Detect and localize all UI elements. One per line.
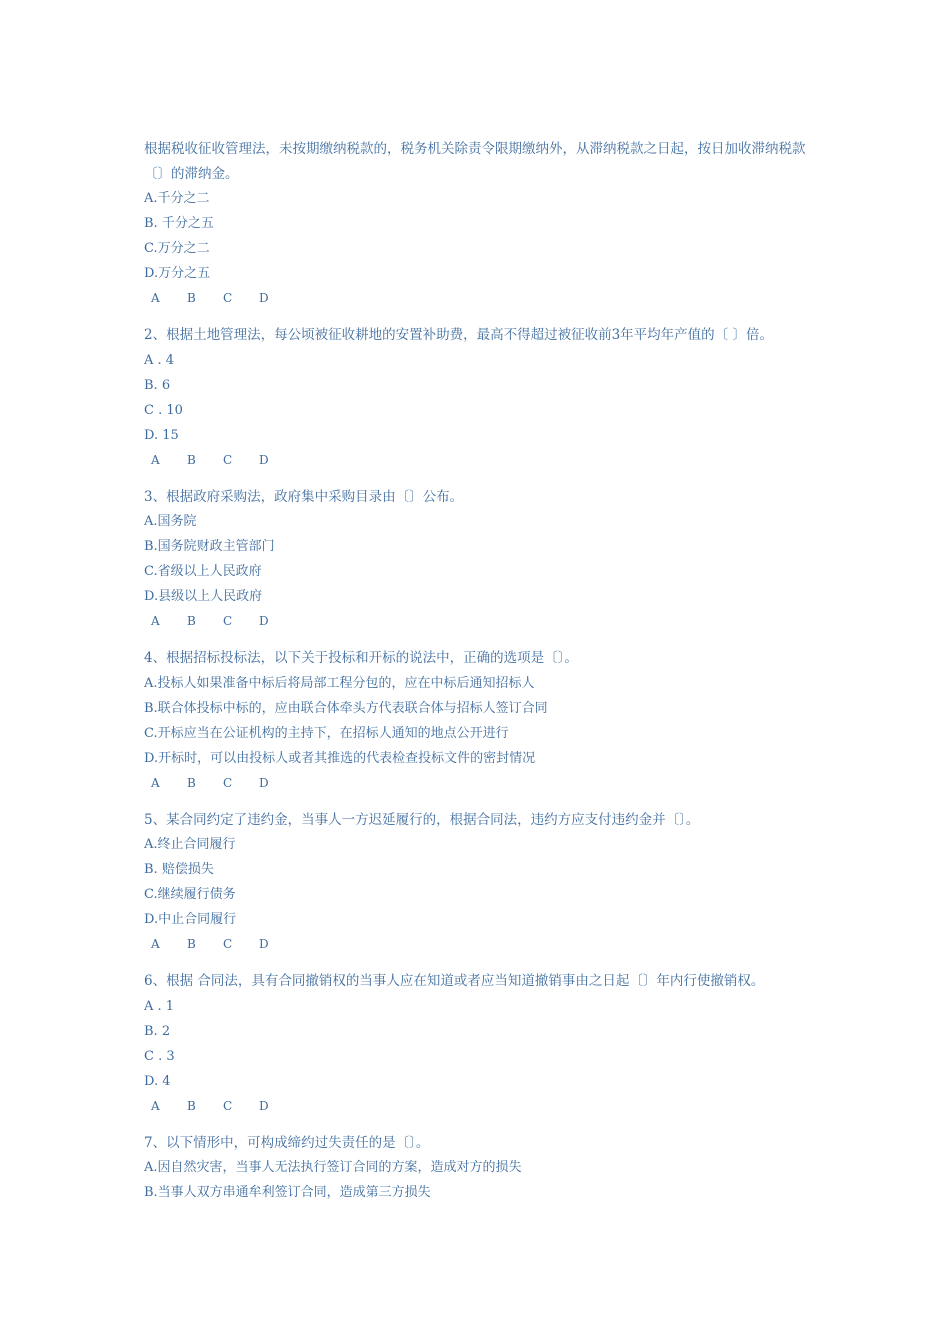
answer-letter: D [259,452,269,467]
option-c: C . 10 [144,402,183,418]
option-a: A.投标人如果准备中标后将局部工程分包的，应在中标后通知招标人 [144,675,535,691]
question-1 [144,137,824,310]
answer-letters-row [144,609,824,633]
option-d: D. 15 [144,427,179,443]
option-b: B.国务院财政主管部门 [144,539,275,554]
answer-letter: A [151,291,160,305]
question-stem: 3、根据政府采购法，政府集中采购目录由〔〕公布。 [144,488,464,505]
answer-letters-row [144,932,824,956]
question-6 [144,969,824,1118]
option-d: D.中止合同履行 [144,912,237,927]
option-b: B. 赔偿损失 [144,862,214,877]
option-b: B.当事人双方串通牟利签订合同，造成第三方损失 [144,1185,431,1200]
option-a: A.千分之二 [144,191,210,206]
answer-letters-row [144,771,824,795]
document-page [144,137,824,1205]
option-a: A.终止合同履行 [144,837,236,852]
question-3 [144,485,824,634]
option-b: B. 2 [144,1023,171,1039]
option-a: A . 1 [144,998,175,1014]
option-a: A . 4 [144,352,175,368]
question-2 [144,323,824,472]
option-a: A.因自然灾害，当事人无法执行签订合同的方案，造成对方的损失 [144,1160,522,1175]
answer-letter: C [223,937,233,951]
answer-letter: B [187,291,196,305]
answer-letter: C [223,1098,233,1113]
question-stem: 7、以下情形中，可构成缔约过失责任的是〔〕。 [144,1134,430,1151]
answer-letter: C [223,775,233,790]
option-b: B.联合体投标中标的，应由联合体牵头方代表联合体与招标人签订合同 [144,700,548,716]
question-5 [144,808,824,957]
question-stem: 根据税收征收管理法，未按期缴纳税款的，税务机关除责令限期缴纳外，从滞纳税款之日起，按日加收滞纳税款〔〕的滞纳金。 [144,141,806,182]
answer-letters-row [144,448,824,472]
answer-letters-row [144,286,824,310]
option-a: A.国务院 [144,514,197,529]
answer-letter: A [151,1098,160,1113]
question-7 [144,1131,824,1206]
answer-letter: C [223,291,233,305]
answer-letter: A [151,614,160,628]
answer-letter: D [259,775,269,790]
answer-letter: D [259,937,269,951]
answer-letter: C [223,614,233,628]
answer-letter: B [187,775,196,790]
answer-letters-row [144,1094,824,1118]
option-d: D.县级以上人民政府 [144,589,263,604]
answer-letter: A [151,775,160,790]
answer-letter: B [187,614,196,628]
answer-letter: D [259,614,269,628]
option-b: B. 6 [144,377,171,393]
answer-letter: A [151,937,160,951]
answer-letter: A [151,452,160,467]
answer-letter: D [259,291,269,305]
answer-letter: B [187,1098,196,1113]
question-stem: 4、根据招标投标法，以下关于投标和开标的说法中，正确的选项是〔〕。 [144,650,578,666]
answer-letter: B [187,937,196,951]
option-d: D.万分之五 [144,266,211,281]
option-b: B. 千分之五 [144,216,214,231]
question-stem: 2、根据土地管理法，每公顷被征收耕地的安置补助费，最高不得超过被征收前3年平均年产值的〔 〕倍。 [144,327,773,343]
question-stem: 5、某合同约定了违约金，当事人一方迟延履行的，根据合同法，违约方应支付违约金并〔〕。 [144,811,700,828]
question-4 [144,646,824,795]
option-c: C.万分之二 [144,241,210,256]
option-c: C.省级以上人民政府 [144,564,262,579]
option-c: C.继续履行债务 [144,887,236,902]
option-c: C . 3 [144,1048,175,1064]
answer-letter: D [259,1098,269,1113]
answer-letter: C [223,452,233,467]
option-d: D. 4 [144,1073,171,1089]
option-c: C.开标应当在公证机构的主持下，在招标人通知的地点公开进行 [144,725,509,741]
question-stem: 6、根据 合同法，具有合同撤销权的当事人应在知道或者应当知道撤销事由之日起〔〕年内行使撤销权。 [144,973,765,989]
option-d: D.开标时，可以由投标人或者其推选的代表检查投标文件的密封情况 [144,750,536,766]
answer-letter: B [187,452,196,467]
